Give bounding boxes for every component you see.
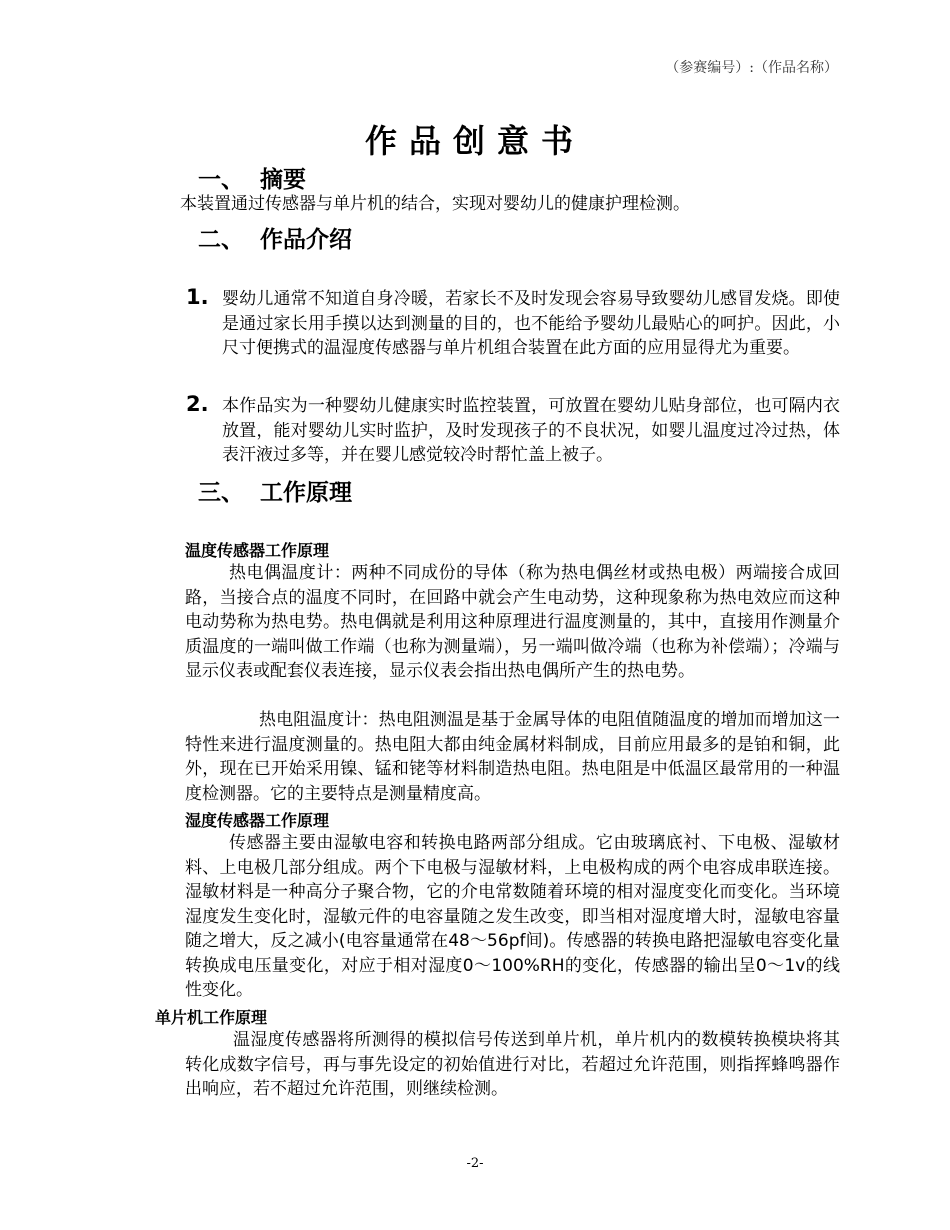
abstract-text: 本装置通过传感器与单片机的结合，实现对婴幼儿的健康护理检测。 [180,194,690,214]
section-heading-abstract [198,161,306,194]
subheading-temperature-sensor: 温度传感器工作原理 [185,541,330,560]
page-number: -2- [466,1156,484,1171]
subheading-mcu: 单片机工作原理 [155,1008,268,1027]
header-note: （参赛编号）:（作品名称） [665,60,838,76]
section-title: 摘要 [260,167,306,193]
intro-item-text: 本作品实为一种婴幼儿健康实时监控装置，可放置在婴幼儿贴身部位，也可隔内衣放置，能对婴幼儿实时监护，及时发现孩子的不良状况，如婴儿温度过冷过热，体表汗液过多等，并在婴儿感觉较冷时帮忙盖上被子。 [222,396,840,465]
paragraph-humidity-sensor: 传感器主要由湿敏电容和转换电路两部分组成。它由玻璃底衬、下电极、湿敏材料、上电极几部分组成。两个下电极与湿敏材料，上电极构成的两个电容成串联连接。湿敏材料是一种高分子聚合物，它的介电常数随着环境的相对湿度变化而变化。当环境湿度发生变化时，湿敏元件的电容量随之发生改变，即当相对湿度增大时，湿敏电容量随之增大，反之减小(电容量通常在48～56pf间)。传感器的转换电路把湿敏电容变化量转换成电压量变化，对应于相对湿度0～100%RH的变化，传感器的输出呈0～1v的线性变化。 [185,833,840,1000]
section-number: 二、 [198,227,244,253]
section-title: 作品介绍 [260,227,352,253]
section-number: 一、 [198,167,244,193]
document-title: 作品创意书 [364,122,585,160]
section-number: 三、 [198,480,244,506]
section-title: 工作原理 [260,480,352,506]
section-heading-principle [198,474,352,507]
intro-item-number: 1. [186,285,209,309]
section-heading-intro [198,221,352,254]
intro-item-text: 婴幼儿通常不知道自身冷暖，若家长不及时发现会容易导致婴幼儿感冒发烧。即使是通过家长用手摸以达到测量的目的，也不能给予婴幼儿最贴心的呵护。因此，小尺寸便携式的温湿度传感器与单片机组合装置在此方面的应用显得尤为重要。 [222,289,840,358]
paragraph-thermal-resistor: 热电阻温度计：热电阻测温是基于金属导体的电阻值随温度的增加而增加这一特性来进行温度测量的。热电阻大都由纯金属材料制成，目前应用最多的是铂和铜，此外，现在已开始采用镍、锰和铑等材料制造热电阻。热电阻是中低温区最常用的一种温度检测器。它的主要特点是测量精度高。 [185,710,840,804]
intro-item-number: 2. [186,392,209,416]
paragraph-mcu: 温湿度传感器将所测得的模拟信号传送到单片机，单片机内的数模转换模块将其转化成数字信号，再与事先设定的初始值进行对比，若超过允许范围，则指挥蜂鸣器作出响应，若不超过允许范围，则继续检测。 [185,1030,840,1099]
paragraph-thermocouple: 热电偶温度计：两种不同成份的导体（称为热电偶丝材或热电极）两端接合成回路，当接合点的温度不同时，在回路中就会产生电动势，这种现象称为热电效应而这种电动势称为热电势。热电偶就是利用这种原理进行温度测量的，其中，直接用作测量介质温度的一端叫做工作端（也称为测量端），另一端叫做冷端（也称为补偿端）；冷端与显示仪表或配套仪表连接，显示仪表会指出热电偶所产生的热电势。 [185,563,840,681]
subheading-humidity-sensor: 湿度传感器工作原理 [185,811,330,830]
